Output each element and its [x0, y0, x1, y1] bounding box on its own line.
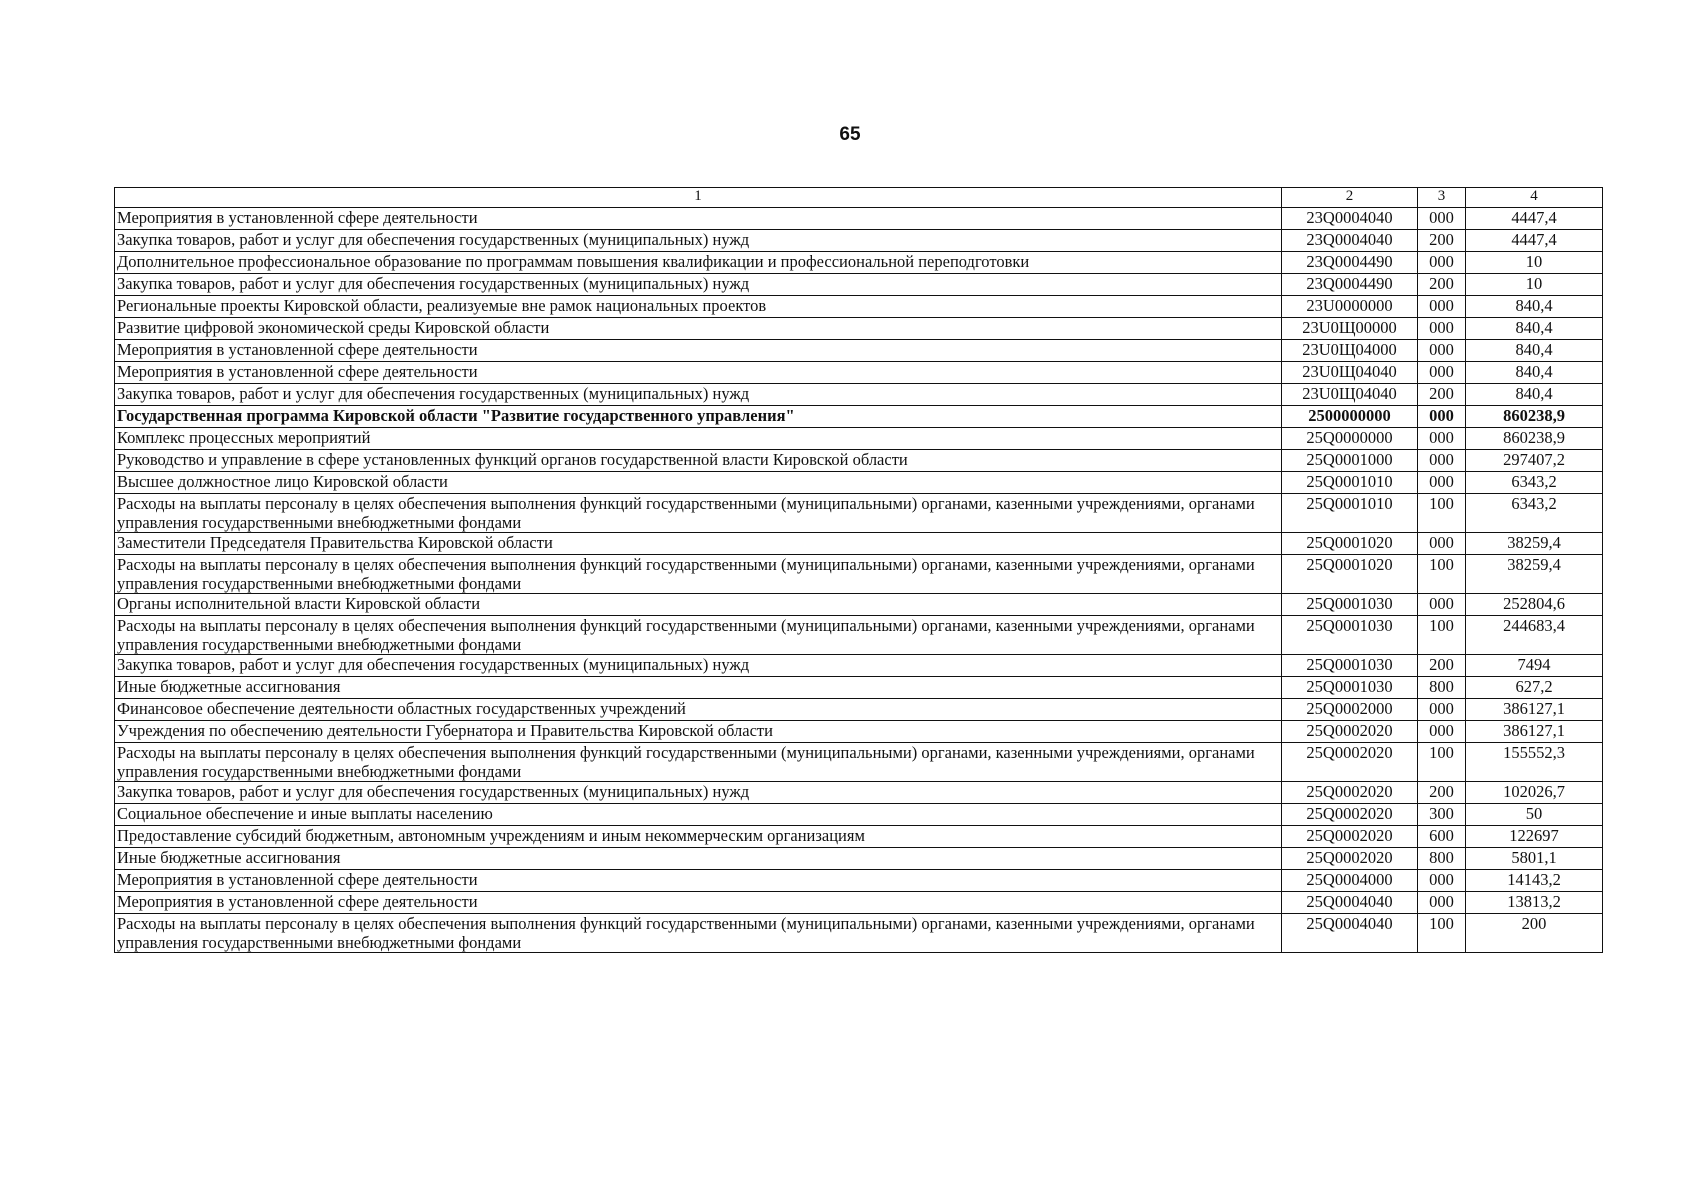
row-type-cell: 600 — [1418, 826, 1466, 848]
row-name-cell: Расходы на выплаты персоналу в целях обеспечения выполнения функций государственными (муниципальными) органами, казенными учреждениями, органами управления государственными внебюджетными фондами — [115, 914, 1282, 953]
row-name-cell: Мероприятия в установленной сфере деятельности — [115, 340, 1282, 362]
row-type-cell: 200 — [1418, 274, 1466, 296]
row-sum-cell: 386127,1 — [1466, 699, 1603, 721]
row-name-cell: Закупка товаров, работ и услуг для обеспечения государственных (муниципальных) нужд — [115, 384, 1282, 406]
row-type-cell: 100 — [1418, 494, 1466, 533]
row-type-cell: 000 — [1418, 208, 1466, 230]
row-code-cell: 25Q0002020 — [1282, 721, 1418, 743]
table-row — [115, 699, 1603, 721]
table-header-row — [115, 188, 1603, 208]
row-name-cell: Расходы на выплаты персоналу в целях обеспечения выполнения функций государственными (муниципальными) органами, казенными учреждениями, органами управления государственными внебюджетными фондами — [115, 743, 1282, 782]
row-sum-cell: 122697 — [1466, 826, 1603, 848]
row-sum-cell: 155552,3 — [1466, 743, 1603, 782]
row-code-cell: 23Q0004490 — [1282, 274, 1418, 296]
row-name-cell: Комплекс процессных мероприятий — [115, 428, 1282, 450]
row-sum-cell: 38259,4 — [1466, 555, 1603, 594]
row-sum-cell: 200 — [1466, 914, 1603, 953]
table-row — [115, 721, 1603, 743]
row-sum-cell: 10 — [1466, 274, 1603, 296]
row-code-cell: 25Q0001020 — [1282, 533, 1418, 555]
row-type-cell: 000 — [1418, 318, 1466, 340]
row-sum-cell: 4447,4 — [1466, 208, 1603, 230]
row-type-cell: 000 — [1418, 252, 1466, 274]
row-sum-cell: 840,4 — [1466, 362, 1603, 384]
table-row — [115, 340, 1603, 362]
row-type-cell: 000 — [1418, 428, 1466, 450]
table-row — [115, 533, 1603, 555]
row-name-cell: Развитие цифровой экономической среды Кировской области — [115, 318, 1282, 340]
table-row — [115, 362, 1603, 384]
row-type-cell: 000 — [1418, 340, 1466, 362]
row-type-cell: 200 — [1418, 782, 1466, 804]
row-sum-cell: 840,4 — [1466, 296, 1603, 318]
table-row — [115, 892, 1603, 914]
row-name-cell: Заместители Председателя Правительства Кировской области — [115, 533, 1282, 555]
row-type-cell: 000 — [1418, 296, 1466, 318]
row-code-cell: 25Q0000000 — [1282, 428, 1418, 450]
row-type-cell: 000 — [1418, 533, 1466, 555]
row-code-cell: 25Q0002020 — [1282, 782, 1418, 804]
table-row — [115, 594, 1603, 616]
column-header-name: 1 — [115, 188, 1282, 208]
row-code-cell: 23Q0004040 — [1282, 230, 1418, 252]
row-name-cell: Расходы на выплаты персоналу в целях обеспечения выполнения функций государственными (муниципальными) органами, казенными учреждениями, органами управления государственными внебюджетными фондами — [115, 494, 1282, 533]
row-sum-cell: 627,2 — [1466, 677, 1603, 699]
row-name-cell: Расходы на выплаты персоналу в целях обеспечения выполнения функций государственными (муниципальными) органами, казенными учреждениями, органами управления государственными внебюджетными фондами — [115, 555, 1282, 594]
table-row — [115, 870, 1603, 892]
row-sum-cell: 10 — [1466, 252, 1603, 274]
row-name-cell: Иные бюджетные ассигнования — [115, 848, 1282, 870]
table-row — [115, 914, 1603, 953]
row-sum-cell: 5801,1 — [1466, 848, 1603, 870]
row-code-cell: 25Q0001010 — [1282, 494, 1418, 533]
table-row — [115, 384, 1603, 406]
row-code-cell: 25Q0001030 — [1282, 677, 1418, 699]
row-name-cell: Расходы на выплаты персоналу в целях обеспечения выполнения функций государственными (муниципальными) органами, казенными учреждениями, органами управления государственными внебюджетными фондами — [115, 616, 1282, 655]
row-sum-cell: 840,4 — [1466, 384, 1603, 406]
row-sum-cell: 252804,6 — [1466, 594, 1603, 616]
row-sum-cell: 7494 — [1466, 655, 1603, 677]
row-code-cell: 23Q0004040 — [1282, 208, 1418, 230]
row-code-cell: 23U0Щ04040 — [1282, 384, 1418, 406]
budget-table — [114, 187, 1603, 953]
row-code-cell: 25Q0002020 — [1282, 743, 1418, 782]
row-code-cell: 23Q0004490 — [1282, 252, 1418, 274]
page-number: 65 — [839, 124, 861, 145]
table-row — [115, 318, 1603, 340]
row-code-cell: 25Q0001010 — [1282, 472, 1418, 494]
table-row — [115, 494, 1603, 533]
table-row — [115, 296, 1603, 318]
row-code-cell: 23U0Щ04000 — [1282, 340, 1418, 362]
row-code-cell: 25Q0001000 — [1282, 450, 1418, 472]
row-sum-cell: 38259,4 — [1466, 533, 1603, 555]
row-code-cell: 25Q0004040 — [1282, 914, 1418, 953]
row-type-cell: 100 — [1418, 914, 1466, 953]
row-code-cell: 25Q0001020 — [1282, 555, 1418, 594]
row-type-cell: 000 — [1418, 721, 1466, 743]
table-row — [115, 848, 1603, 870]
row-name-cell: Учреждения по обеспечению деятельности Губернатора и Правительства Кировской области — [115, 721, 1282, 743]
row-type-cell: 800 — [1418, 848, 1466, 870]
row-code-cell: 25Q0001030 — [1282, 594, 1418, 616]
row-name-cell: Мероприятия в установленной сфере деятельности — [115, 208, 1282, 230]
table-row — [115, 655, 1603, 677]
row-type-cell: 100 — [1418, 616, 1466, 655]
row-code-cell: 25Q0002000 — [1282, 699, 1418, 721]
table-row — [115, 677, 1603, 699]
row-code-cell: 2500000000 — [1282, 406, 1418, 428]
row-type-cell: 000 — [1418, 892, 1466, 914]
row-code-cell: 25Q0004000 — [1282, 870, 1418, 892]
table-row — [115, 743, 1603, 782]
row-sum-cell: 386127,1 — [1466, 721, 1603, 743]
column-header-sum: 4 — [1466, 188, 1603, 208]
table-row — [115, 406, 1603, 428]
table-row — [115, 616, 1603, 655]
row-name-cell: Высшее должностное лицо Кировской области — [115, 472, 1282, 494]
row-sum-cell: 13813,2 — [1466, 892, 1603, 914]
row-name-cell: Социальное обеспечение и иные выплаты населению — [115, 804, 1282, 826]
row-type-cell: 800 — [1418, 677, 1466, 699]
row-sum-cell: 860238,9 — [1466, 406, 1603, 428]
row-type-cell: 200 — [1418, 384, 1466, 406]
row-type-cell: 100 — [1418, 555, 1466, 594]
row-sum-cell: 6343,2 — [1466, 472, 1603, 494]
row-type-cell: 000 — [1418, 594, 1466, 616]
row-sum-cell: 840,4 — [1466, 340, 1603, 362]
row-type-cell: 200 — [1418, 655, 1466, 677]
row-name-cell: Дополнительное профессиональное образование по программам повышения квалификации и профессиональной переподготовки — [115, 252, 1282, 274]
row-type-cell: 000 — [1418, 362, 1466, 384]
row-type-cell: 000 — [1418, 450, 1466, 472]
table-row — [115, 252, 1603, 274]
row-type-cell: 100 — [1418, 743, 1466, 782]
table-row — [115, 472, 1603, 494]
row-name-cell: Региональные проекты Кировской области, реализуемые вне рамок национальных проектов — [115, 296, 1282, 318]
table-row — [115, 804, 1603, 826]
row-name-cell: Государственная программа Кировской области "Развитие государственного управления" — [115, 406, 1282, 428]
row-name-cell: Закупка товаров, работ и услуг для обеспечения государственных (муниципальных) нужд — [115, 230, 1282, 252]
row-name-cell: Закупка товаров, работ и услуг для обеспечения государственных (муниципальных) нужд — [115, 782, 1282, 804]
row-sum-cell: 244683,4 — [1466, 616, 1603, 655]
row-sum-cell: 6343,2 — [1466, 494, 1603, 533]
row-name-cell: Финансовое обеспечение деятельности областных государственных учреждений — [115, 699, 1282, 721]
row-sum-cell: 297407,2 — [1466, 450, 1603, 472]
row-code-cell: 23U0000000 — [1282, 296, 1418, 318]
row-name-cell: Закупка товаров, работ и услуг для обеспечения государственных (муниципальных) нужд — [115, 274, 1282, 296]
row-name-cell: Мероприятия в установленной сфере деятельности — [115, 870, 1282, 892]
column-header-code: 2 — [1282, 188, 1418, 208]
column-header-type: 3 — [1418, 188, 1466, 208]
row-sum-cell: 50 — [1466, 804, 1603, 826]
table-row — [115, 230, 1603, 252]
row-name-cell: Предоставление субсидий бюджетным, автономным учреждениям и иным некоммерческим организациям — [115, 826, 1282, 848]
row-name-cell: Мероприятия в установленной сфере деятельности — [115, 362, 1282, 384]
row-code-cell: 25Q0002020 — [1282, 848, 1418, 870]
table-row — [115, 782, 1603, 804]
table-row — [115, 428, 1603, 450]
table-row — [115, 555, 1603, 594]
row-type-cell: 000 — [1418, 406, 1466, 428]
table-row — [115, 274, 1603, 296]
table-row — [115, 208, 1603, 230]
row-sum-cell: 4447,4 — [1466, 230, 1603, 252]
row-sum-cell: 840,4 — [1466, 318, 1603, 340]
row-type-cell: 200 — [1418, 230, 1466, 252]
row-name-cell: Мероприятия в установленной сфере деятельности — [115, 892, 1282, 914]
row-name-cell: Иные бюджетные ассигнования — [115, 677, 1282, 699]
row-type-cell: 000 — [1418, 472, 1466, 494]
row-code-cell: 23U0Щ00000 — [1282, 318, 1418, 340]
row-name-cell: Закупка товаров, работ и услуг для обеспечения государственных (муниципальных) нужд — [115, 655, 1282, 677]
row-code-cell: 25Q0001030 — [1282, 616, 1418, 655]
row-type-cell: 300 — [1418, 804, 1466, 826]
row-code-cell: 25Q0002020 — [1282, 804, 1418, 826]
table-row — [115, 450, 1603, 472]
table-row — [115, 826, 1603, 848]
row-sum-cell: 860238,9 — [1466, 428, 1603, 450]
row-code-cell: 25Q0004040 — [1282, 892, 1418, 914]
row-type-cell: 000 — [1418, 699, 1466, 721]
row-name-cell: Органы исполнительной власти Кировской области — [115, 594, 1282, 616]
row-code-cell: 25Q0001030 — [1282, 655, 1418, 677]
row-sum-cell: 14143,2 — [1466, 870, 1603, 892]
row-type-cell: 000 — [1418, 870, 1466, 892]
row-name-cell: Руководство и управление в сфере установленных функций органов государственной власти Кировской области — [115, 450, 1282, 472]
row-code-cell: 25Q0002020 — [1282, 826, 1418, 848]
row-code-cell: 23U0Щ04040 — [1282, 362, 1418, 384]
row-sum-cell: 102026,7 — [1466, 782, 1603, 804]
